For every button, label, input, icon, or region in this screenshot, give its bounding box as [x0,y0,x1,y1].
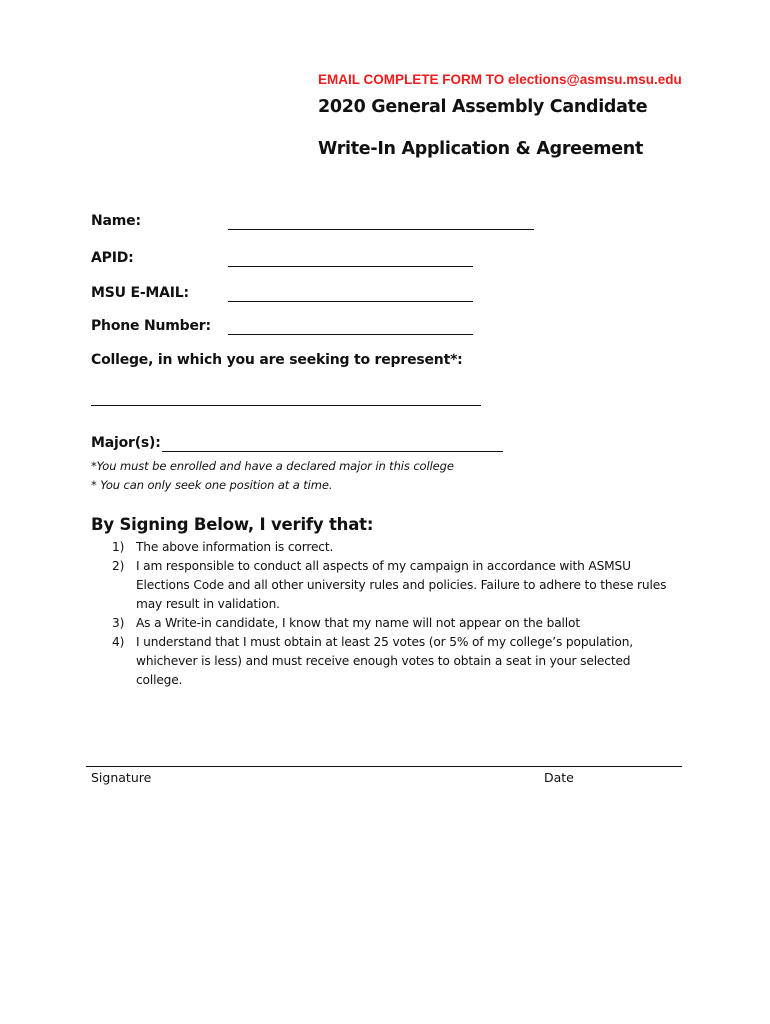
date-label: Date [544,770,574,785]
form-title-line-2: Write-In Application & Agreement [318,139,644,159]
agreement-item-number: 3) [112,616,125,630]
phone-number-label: Phone Number: [91,318,211,334]
agreement-item [112,557,672,614]
agreement-item-text: I am responsible to conduct all aspects of my campaign in accordance with ASMSU Elections Code and all other university rules and policies. Failure to adhere to these rules may result in validation. [136,559,667,611]
agreement-heading: By Signing Below, I verify that: [91,515,374,534]
agreement-item-number: 1) [112,540,125,554]
email-instruction: EMAIL COMPLETE FORM TO elections@asmsu.msu.edu [318,72,682,87]
agreement-item [112,633,672,690]
agreement-item-text: I understand that I must obtain at least 25 votes (or 5% of my college’s population, whichever is less) and must receive enough votes to obtain a seat in your selected college. [136,635,634,687]
msu-email-label: MSU E-MAIL: [91,285,189,301]
college-field[interactable] [91,405,481,406]
phone-number-field[interactable] [228,334,473,335]
agreement-item-text: As a Write-in candidate, I know that my name will not appear on the ballot [136,616,580,630]
enrolled-note: *You must be enrolled and have a declared major in this college [91,459,454,473]
agreement-list [112,538,672,690]
name-field[interactable] [228,229,534,230]
form-title-line-1: 2020 General Assembly Candidate [318,97,648,117]
majors-field[interactable] [162,451,503,452]
signature-label: Signature [91,770,152,785]
agreement-item-number: 4) [112,635,125,649]
apid-label: APID: [91,250,134,266]
one-position-note: * You can only seek one position at a time. [91,478,333,492]
name-label: Name: [91,213,141,229]
agreement-item-text: The above information is correct. [136,540,334,554]
college-label: College, in which you are seeking to represent*: [91,352,463,368]
signature-line[interactable] [86,766,682,767]
agreement-item [112,614,672,633]
agreement-item [112,538,672,557]
apid-field[interactable] [228,266,473,267]
agreement-item-number: 2) [112,559,125,573]
majors-label: Major(s): [91,435,161,451]
msu-email-field[interactable] [228,301,473,302]
